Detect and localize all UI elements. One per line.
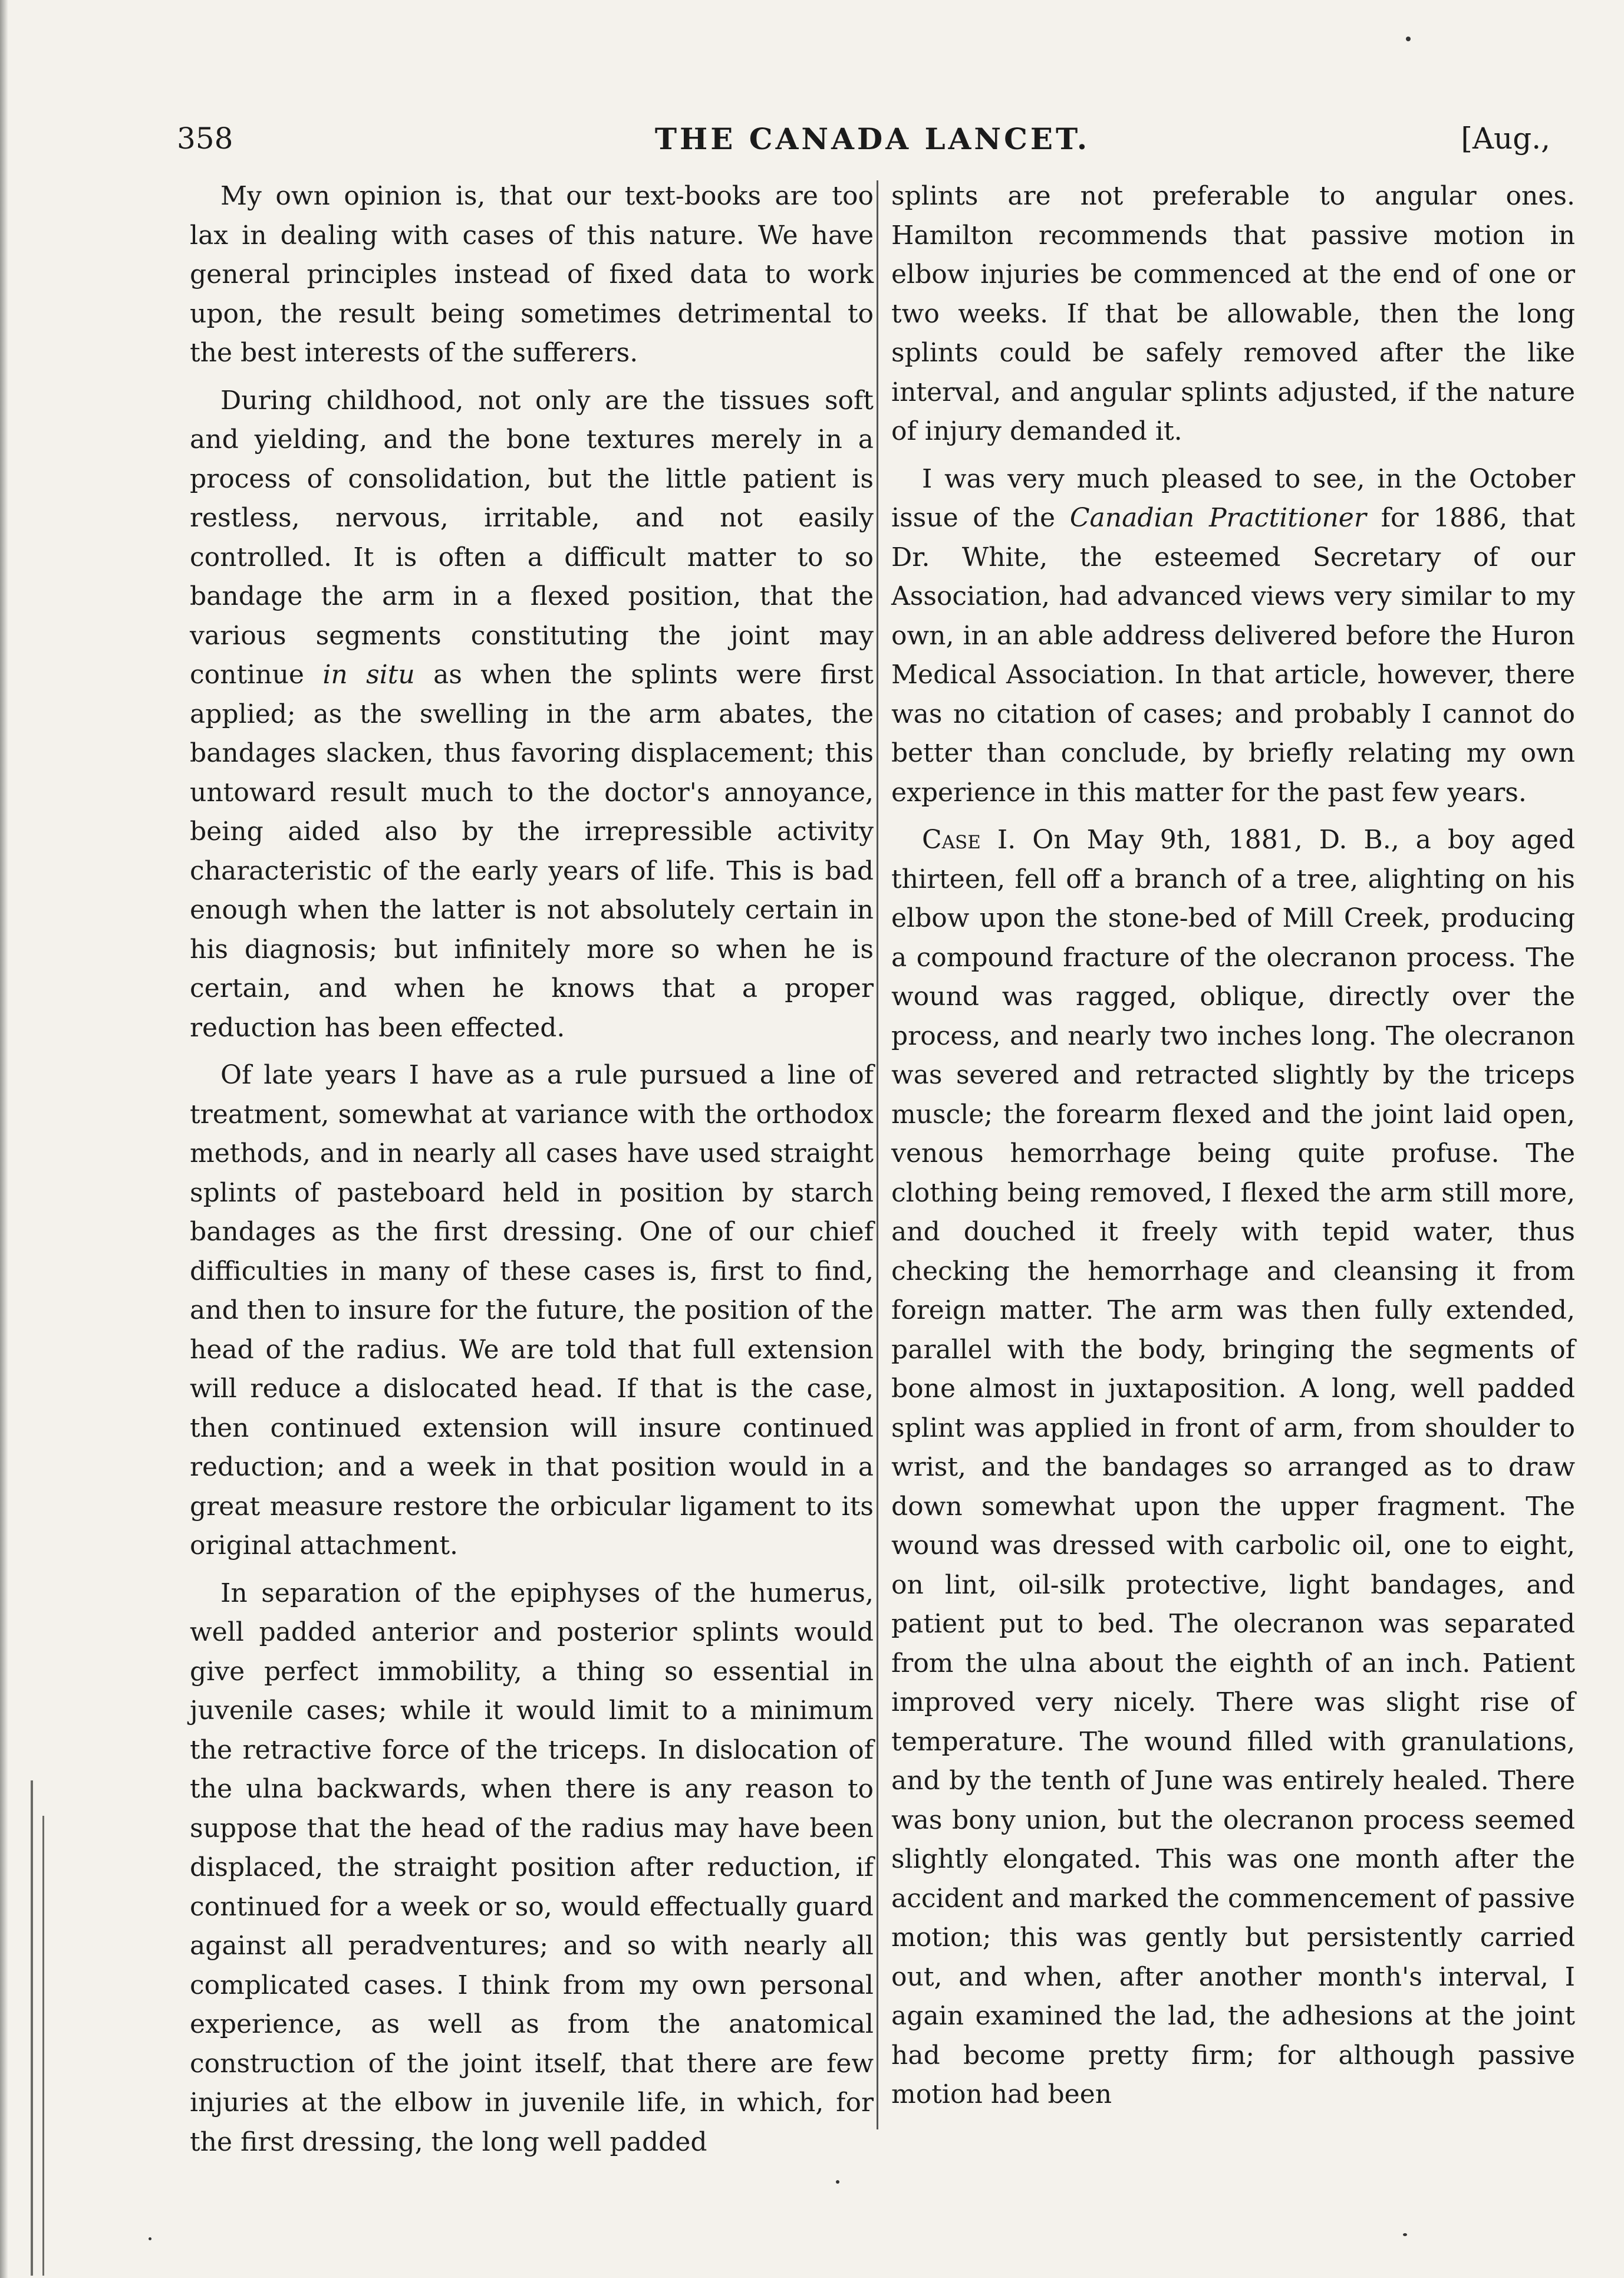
paragraph	[891, 460, 1575, 813]
column-divider	[877, 180, 878, 2129]
print-speck	[1406, 37, 1411, 41]
running-header	[177, 121, 1568, 169]
paragraph: splints are not preferable to angular ones. Hamilton recommends that passive motion in elbow injuries be commenced at the end of one or two weeks. If that be allowable, then the long splints could be safely removed after the like interval, and angular splints adjusted, if the nature of injury demanded it.	[891, 181, 1575, 446]
paragraph	[190, 381, 874, 1048]
print-speck	[149, 2237, 151, 2240]
paragraph: In separation of the epiphyses of the humerus, well padded anterior and posterior splints would give perfect immobility, a thing so essential in juvenile cases; while it would limit to a minimum the retractive force of the triceps. In dislocation of the ulna backwards, when there is any reason to suppose that the head of the radius may have been displaced, the straight position after reduction, if continued for a week or so, would effectually guard against all peradventures; and so with nearly all complicated cases. I think from my own personal experience, as well as from the anatomical construction of the joint itself, that there are few injuries at the elbow in juvenile life, in which, for the first dressing, the long well padded	[190, 1578, 874, 2157]
journal-title: THE CANADA LANCET.	[654, 121, 1091, 156]
print-speck	[836, 2180, 839, 2184]
paragraph-text: I was very much pleased to see, in the October issue of the	[891, 463, 1575, 533]
left-column	[190, 177, 874, 2170]
paragraph-text: as when the splints were first applied; as the swelling in the arm abates, the bandages slacken, thus favoring displacement; this untoward result much to the doctor's annoyance, being aided also by the irrepressible activity characteristic of the early years of life. This is bad enough when the latter is not absolutely certain in his diagnosis; but infinitely more so when he is certain, and when he knows that a proper reduction has been effected.	[190, 660, 874, 1043]
italic-phrase: in situ	[322, 660, 415, 690]
paragraph-text: On May 9th, 1881, D. B., a boy aged thirteen, fell off a branch of a tree, alighting on his elbow upon the stone-bed of Mill Creek, producing a compound fracture of the olecranon process. The wound was ragged, oblique, directly over the process, and nearly two inches long. The olecranon was severed and retracted slightly by the triceps muscle; the forearm flexed and the joint laid open, venous hemorrhage being quite profuse. The clothing being removed, I flexed the arm still more, and douched it freely with tepid water, thus checking the hemorrhage and cleansing it from foreign matter. The arm was then fully extended, parallel with the body, bringing the segments of bone almost in juxtaposition. A long, well padded splint was applied in front of arm, from shoulder to wrist, and the bandages so arranged as to draw down somewhat upon the upper fragment. The wound was dressed with carbolic oil, one to eight, on lint, oil-silk protective, light bandages, and patient put to bed. The olecranon was separated from the ulna about the eighth of an inch. Patient improved very nicely. There was slight rise of temperature. The wound filled with granulations, and by the tenth of June was entirely healed. There was bony union, but the olecranon process seemed slightly elongated. This was one month after the accident and marked the commencement of passive motion; this was gently but persistently carried out, and when, after another month's interval, I again examined the lad, the adhesions at the joint had become pretty firm; for although passive motion had been	[891, 825, 1575, 2109]
right-column	[891, 177, 1575, 2123]
page-edge-shadow	[0, 0, 8, 2278]
binding-mark	[31, 1780, 33, 2276]
paragraph: My own opinion is, that our text-books are too lax in dealing with cases of this nature. We have general principles instead of fixed data to work upon, the result being sometimes detrimental to the best interests of the sufferers.	[190, 181, 874, 368]
paragraph-text: for 1886, that Dr. White, the esteemed Secretary of our Association, had advanced views very similar to my own, in an able address delivered before the Huron Medical Association. In that article, however, there was no citation of cases; and probably I cannot do better than conclude, by briefly relating my own experience in this matter for the past few years.	[891, 503, 1575, 808]
case-label: Case I.	[922, 825, 1016, 855]
issue-month: [Aug.,	[1461, 121, 1550, 156]
paragraph: Of late years I have as a rule pursued a line of treatment, somewhat at variance with the orthodox methods, and in nearly all cases have used straight splints of pasteboard held in position by starch bandages as the first dressing. One of our chief difficulties in many of these cases is, first to find, and then to insure for the future, the position of the head of the radius. We are told that full extension will reduce a dislocated head. If that is the case, then continued extension will insure continued reduction; and a week in that position would in a great measure restore the orbicular ligament to its original attachment.	[190, 1060, 874, 1561]
page-number: 358	[177, 121, 233, 156]
binding-mark	[42, 1816, 44, 2276]
paragraph-text: During childhood, not only are the tissues soft and yielding, and the bone textures merely in a process of consolidation, but the little patient is restless, nervous, irritable, and not easily controlled. It is often a difficult matter to so bandage the arm in a flexed position, that the various segments constituting the joint may continue	[190, 385, 874, 690]
paragraph	[891, 821, 1575, 2115]
print-speck	[1403, 2233, 1407, 2236]
italic-phrase: Canadian Practitioner	[1069, 503, 1366, 533]
